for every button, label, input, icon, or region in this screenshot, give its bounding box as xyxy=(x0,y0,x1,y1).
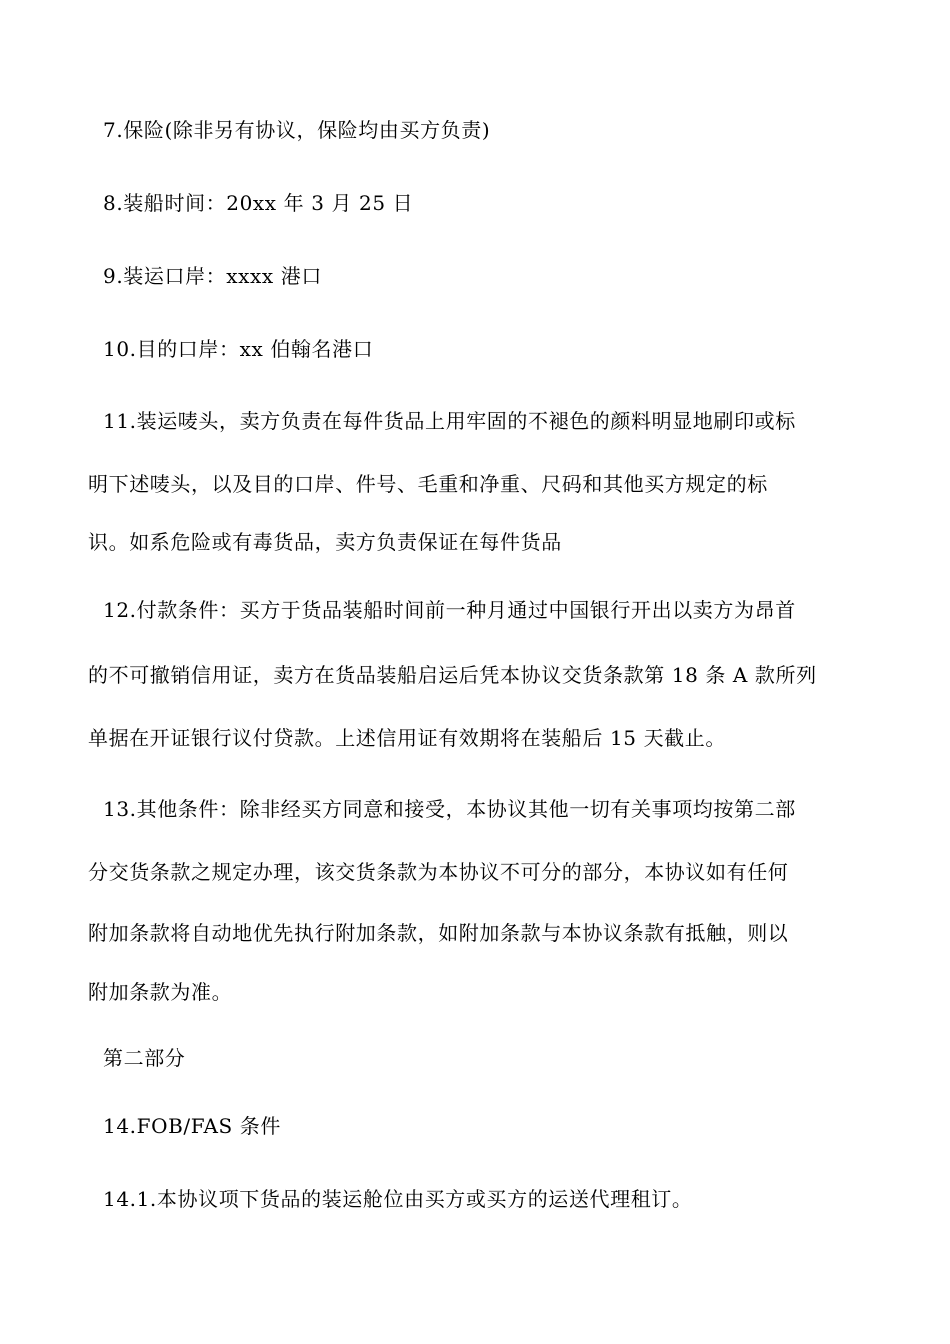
clause-11-shipping-marks-line-2: 明下述唛头，以及目的口岸、件号、毛重和净重、尺码和其他买方规定的标 xyxy=(88,472,768,496)
clause-13-other-line-4: 附加条款为准。 xyxy=(88,980,233,1004)
clause-11-shipping-marks-line-3: 识。如系危险或有毒货品，卖方负责保证在每件货品 xyxy=(88,530,562,554)
clause-13-other-line-3: 附加条款将自动地优先执行附加条款，如附加条款与本协议条款有抵触，则以 xyxy=(88,921,789,945)
clause-12-payment-line-2: 的不可撤销信用证，卖方在货品装船启运后凭本协议交货条款第 18 条 A 款所列 xyxy=(88,663,817,687)
clause-12-payment-line-3: 单据在开证银行议付贷款。上述信用证有效期将在装船后 15 天截止。 xyxy=(88,726,726,750)
clause-14-heading: 14.FOB/FAS 条件 xyxy=(103,1114,281,1138)
clause-11-shipping-marks-line-1: 11.装运唛头，卖方负责在每件货品上用牢固的不褪色的颜料明显地刷印或标 xyxy=(103,409,796,433)
clause-12-payment-line-1: 12.付款条件：买方于货品装船时间前一种月通过中国银行开出以卖方为昂首 xyxy=(103,598,796,622)
clause-7-insurance: 7.保险(除非另有协议，保险均由买方负责) xyxy=(103,118,491,142)
clause-14-1: 14.1.本协议项下货品的装运舱位由买方或买方的运送代理租订。 xyxy=(103,1187,693,1211)
clause-13-other-line-1: 13.其他条件：除非经买方同意和接受，本协议其他一切有关事项均按第二部 xyxy=(103,797,796,821)
section-heading-part-two: 第二部分 xyxy=(103,1046,186,1070)
clause-10-destination-port: 10.目的口岸：xx 伯翰名港口 xyxy=(103,337,374,361)
clause-8-shipment-time: 8.装船时间：20xx 年 3 月 25 日 xyxy=(103,191,414,215)
clause-9-loading-port: 9.装运口岸：xxxx 港口 xyxy=(103,264,322,288)
clause-13-other-line-2: 分交货条款之规定办理，该交货条款为本协议不可分的部分，本协议如有任何 xyxy=(88,860,789,884)
